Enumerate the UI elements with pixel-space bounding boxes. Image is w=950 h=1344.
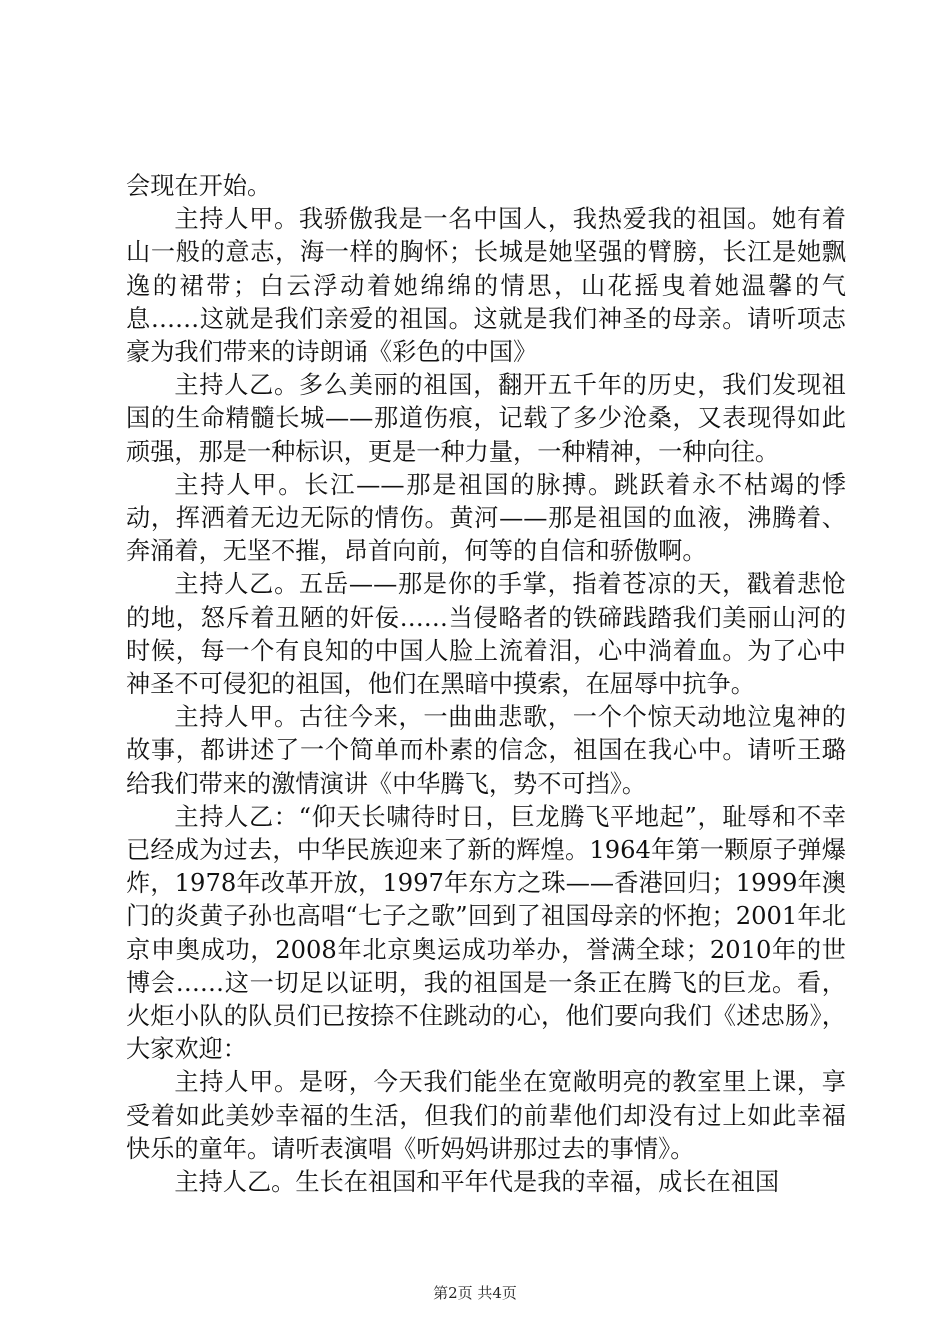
document-body [126, 170, 846, 1199]
page-footer: 第2页 共4页 [433, 1284, 517, 1302]
paragraph-5: 主持人乙。五岳——那是你的手掌，指着苍凉的天，戳着悲怆的地，怒斥着丑陋的奸佞……当侵略者的铁碲践踏我们美丽山河的时候，每一个有良知的中国人脸上流着泪，心中淌着血。为了心中神圣不可侵犯的祖国，他们在黑暗中摸索，在屈辱中抗争。 [126, 570, 846, 699]
paragraph-1: 会现在开始。 [126, 172, 272, 200]
paragraph-8: 主持人甲。是呀，今天我们能坐在宽敞明亮的教室里上课，享受着如此美妙幸福的生活，但我们的前辈他们却没有过上如此幸福快乐的童年。请听表演唱《听妈妈讲那过去的事情》。 [126, 1068, 846, 1163]
paragraph-2: 主持人甲。我骄傲我是一名中国人，我热爱我的祖国。她有着山一般的意志，海一样的胸怀；长城是她坚强的臂膀，长江是她飘逸的裙带；白云浮动着她绵绵的情思，山花摇曳着她温馨的气息……这就是我们亲爱的祖国。这就是我们神圣的母亲。请听项志豪为我们带来的诗朗诵《彩色的中国》 [126, 205, 846, 367]
paragraph-3: 主持人乙。多么美丽的祖国，翻开五千年的历史，我们发现祖国的生命精髓长城——那道伤痕，记载了多少沧桑，又表现得如此顽强，那是一种标识，更是一种力量，一种精神，一种向往。 [126, 371, 846, 466]
paragraph-7: 主持人乙：“仰天长啸待时日，巨龙腾飞平地起”，耻辱和不幸已经成为过去，中华民族迎来了新的辉煌。1964年第一颗原子弹爆炸，1978年改革开放，1997年东方之珠——香港回归；1999年澳门的炎黄子孙也高唱“七子之歌”回到了祖国母亲的怀抱；2001年北京申奥成功，2008年北京奥运成功举办，誉满全球；2010年的世博会……这一切足以证明，我的祖国是一条正在腾飞的巨龙。看，火炬小队的队员们已按捺不住跳动的心，他们要向我们《述忠肠》，大家欢迎： [126, 802, 846, 1064]
paragraph-6: 主持人甲。古往今来，一曲曲悲歌，一个个惊天动地泣鬼神的故事，都讲述了一个简单而朴素的信念，祖国在我心中。请听王璐给我们带来的激情演讲《中华腾飞，势不可挡》。 [126, 703, 846, 798]
paragraph-9: 主持人乙。生长在祖国和平年代是我的幸福，成长在祖国 [174, 1168, 780, 1197]
paragraph-4: 主持人甲。长江——那是祖国的脉搏。跳跃着永不枯竭的悸动，挥洒着无边无际的情伤。黄河——那是祖国的血液，沸腾着、奔涌着，无坚不摧，昂首向前，何等的自信和骄傲啊。 [126, 470, 846, 566]
